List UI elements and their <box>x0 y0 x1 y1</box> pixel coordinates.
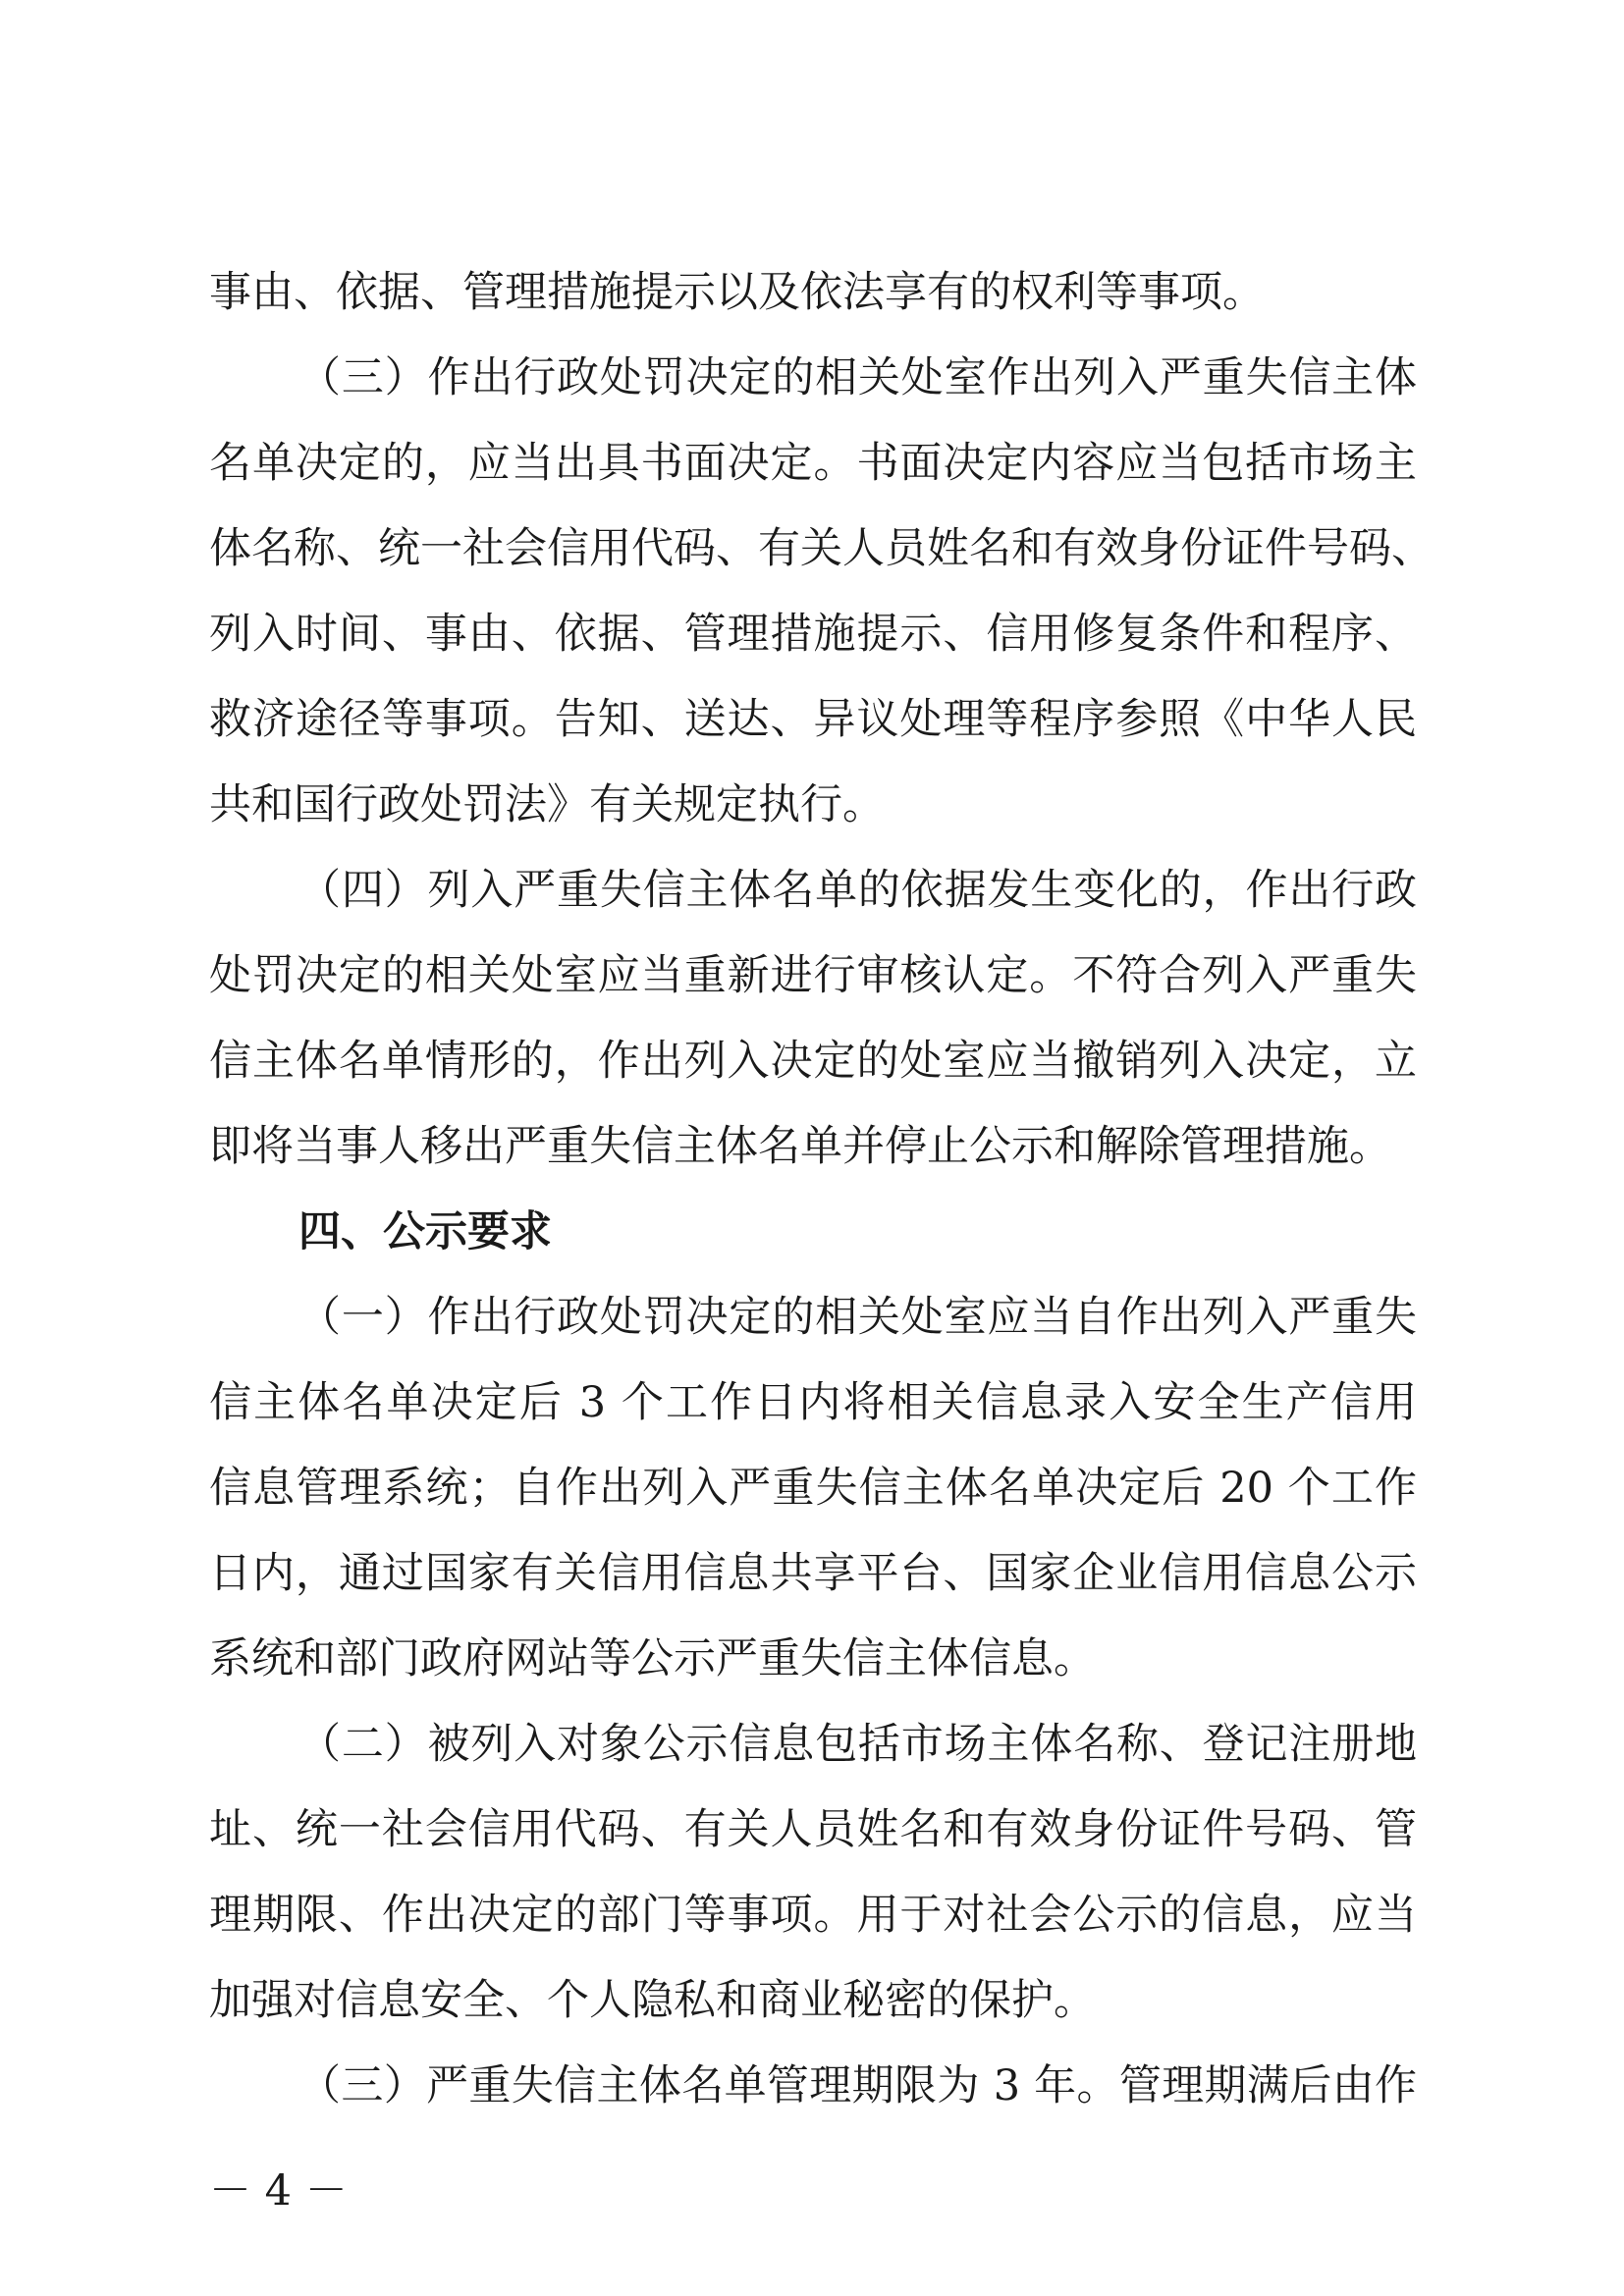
body-line-8: （四）列入严重失信主体名单的依据发生变化的，作出行政 <box>298 866 1417 915</box>
body-line-16: 日内，通过国家有关信用信息共享平台、国家企业信用信息公示 <box>209 1549 1417 1598</box>
body-line-2: （三）作出行政处罚决定的相关处室作出列入严重失信主体 <box>298 353 1417 402</box>
body-line-6: 救济途径等事项。告知、送达、异议处理等程序参照《中华人民 <box>209 695 1417 744</box>
body-line-5: 列入时间、事由、依据、管理措施提示、信用修复条件和程序、 <box>209 610 1417 659</box>
section-heading: 四、公示要求 <box>298 1207 552 1256</box>
body-line-18: （二）被列入对象公示信息包括市场主体名称、登记注册地 <box>298 1720 1417 1769</box>
body-line-17: 系统和部门政府网站等公示严重失信主体信息。 <box>209 1634 1096 1683</box>
body-line-11: 即将当事人移出严重失信主体名单并停止公示和解除管理措施。 <box>209 1122 1391 1171</box>
body-line-15: 信息管理系统；自作出列入严重失信主体名单决定后 20 个工作 <box>209 1464 1417 1513</box>
body-line-21: 加强对信息安全、个人隐私和商业秘密的保护。 <box>209 1976 1096 2025</box>
body-line-1: 事由、依据、管理措施提示以及依法享有的权利等事项。 <box>209 268 1265 317</box>
body-line-4: 体名称、统一社会信用代码、有关人员姓名和有效身份证件号码、 <box>209 524 1434 573</box>
body-line-19: 址、统一社会信用代码、有关人员姓名和有效身份证件号码、管 <box>209 1805 1417 1854</box>
page-number: － 4 － <box>209 2166 348 2216</box>
body-line-20: 理期限、作出决定的部门等事项。用于对社会公示的信息，应当 <box>209 1891 1417 1940</box>
body-line-9: 处罚决定的相关处室应当重新进行审核认定。不符合列入严重失 <box>209 951 1417 1000</box>
body-line-7: 共和国行政处罚法》有关规定执行。 <box>209 780 885 829</box>
body-line-13: （一）作出行政处罚决定的相关处室应当自作出列入严重失 <box>298 1293 1417 1342</box>
body-line-3: 名单决定的，应当出具书面决定。书面决定内容应当包括市场主 <box>209 439 1417 488</box>
body-line-14: 信主体名单决定后 3 个工作日内将相关信息录入安全生产信用 <box>209 1378 1417 1427</box>
body-line-22: （三）严重失信主体名单管理期限为 3 年。管理期满后由作 <box>298 2061 1417 2110</box>
body-line-10: 信主体名单情形的，作出列入决定的处室应当撤销列入决定，立 <box>209 1037 1417 1086</box>
